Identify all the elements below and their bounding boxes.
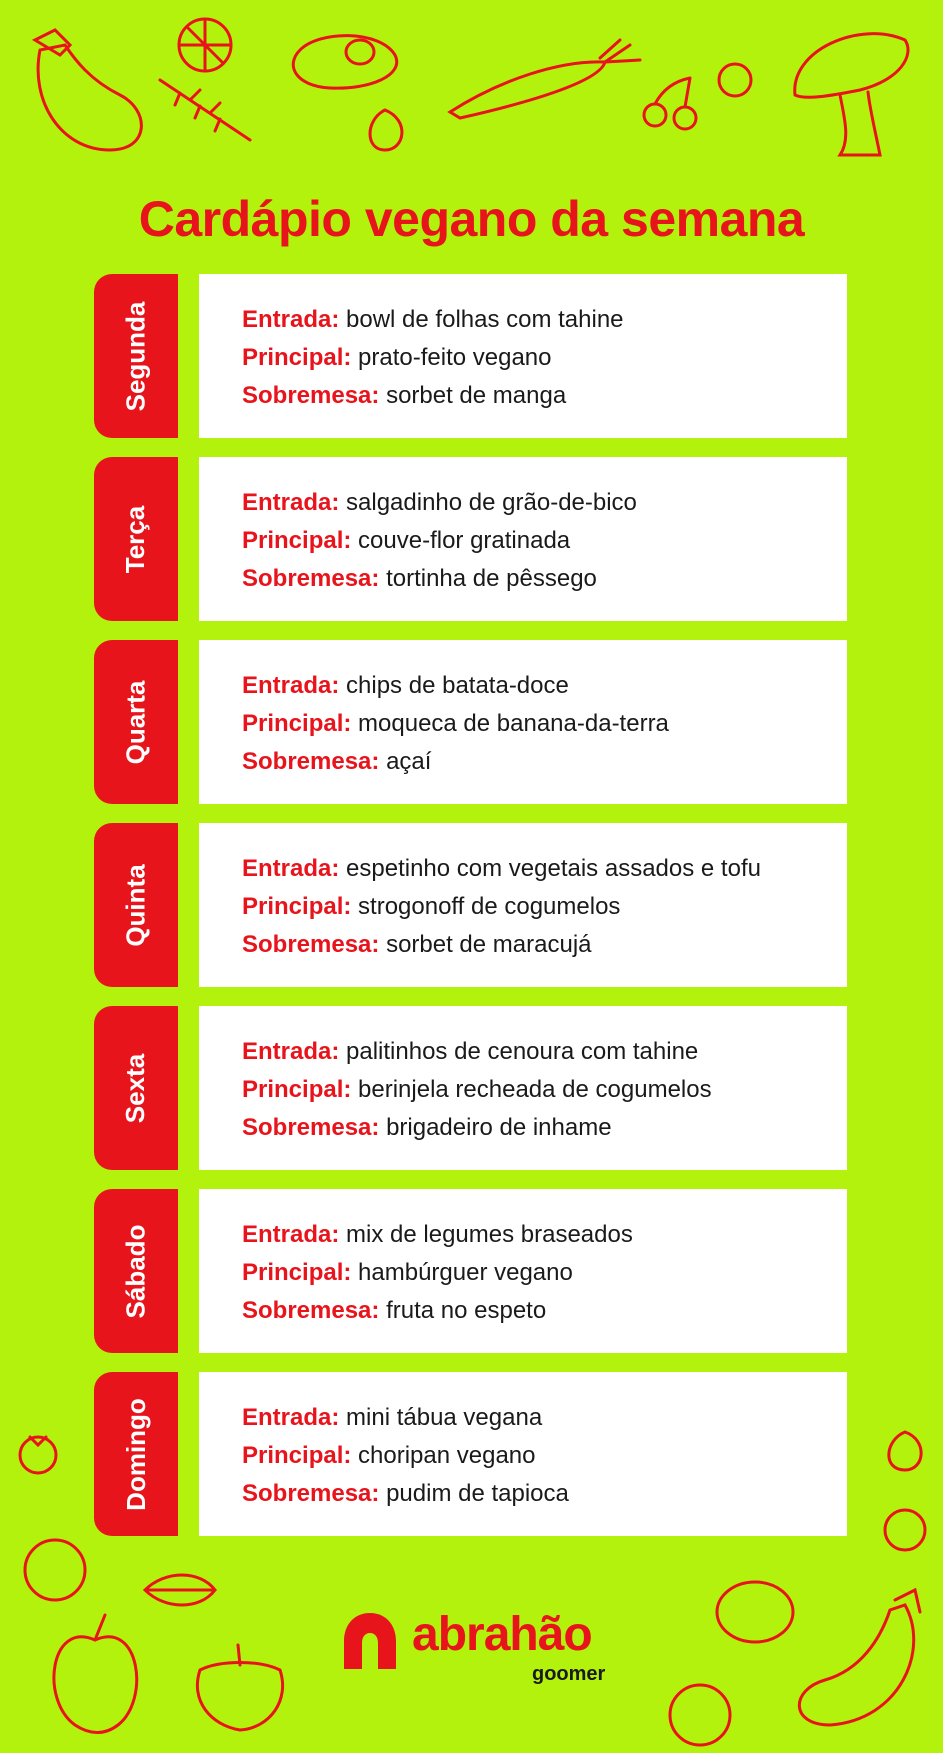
starter-label: Entrada: <box>242 1038 340 1065</box>
starter-line <box>242 667 847 705</box>
main-label: Principal: <box>242 344 352 371</box>
main-line <box>242 705 847 743</box>
dessert-line <box>242 1292 847 1330</box>
menu-card <box>199 1006 847 1170</box>
dessert-line <box>242 377 847 415</box>
main-line <box>242 1071 847 1109</box>
starter-line <box>242 1216 847 1254</box>
starter-value: espetinho com vegetais assados e tofu <box>346 855 761 882</box>
day-tab <box>94 1006 178 1170</box>
main-label: Principal: <box>242 1259 352 1286</box>
pepper-icon <box>197 1645 282 1730</box>
leaf-icon <box>145 1575 215 1605</box>
starter-label: Entrada: <box>242 489 340 516</box>
day-tab <box>94 274 178 438</box>
dessert-line <box>242 743 847 781</box>
day-tab <box>94 1189 178 1353</box>
dessert-label: Sobremesa: <box>242 382 380 409</box>
onion-icon <box>885 1432 925 1550</box>
eggplant-icon <box>35 30 141 150</box>
day-row-terca <box>94 457 847 621</box>
brand-logo <box>342 1607 622 1687</box>
main-label: Principal: <box>242 710 352 737</box>
dessert-label: Sobremesa: <box>242 1114 380 1141</box>
day-row-segunda <box>94 274 847 438</box>
starter-value: mini tábua vegana <box>346 1404 543 1431</box>
menu-card <box>199 823 847 987</box>
menu-card <box>199 1372 847 1536</box>
menu-card <box>199 1189 847 1353</box>
dessert-value: fruta no espeto <box>386 1297 547 1324</box>
starter-value: palitinhos de cenoura com tahine <box>346 1038 699 1065</box>
main-value: hambúrguer vegano <box>358 1259 573 1286</box>
eggplant-icon <box>799 1590 920 1725</box>
day-label: Segunda <box>120 301 151 411</box>
starter-line <box>242 850 847 888</box>
dessert-label: Sobremesa: <box>242 931 380 958</box>
starter-value: mix de legumes braseados <box>346 1221 633 1248</box>
page-title: Cardápio vegano da semana <box>138 191 805 247</box>
dessert-value: brigadeiro de inhame <box>386 1114 612 1141</box>
main-value: prato-feito vegano <box>358 344 552 371</box>
dessert-label: Sobremesa: <box>242 1297 380 1324</box>
dessert-label: Sobremesa: <box>242 1480 380 1507</box>
brand-mark-icon <box>342 1611 398 1671</box>
day-row-quarta <box>94 640 847 804</box>
herb-icon <box>160 80 250 140</box>
day-row-domingo <box>94 1372 847 1536</box>
main-value: strogonoff de cogumelos <box>358 893 621 920</box>
starter-label: Entrada: <box>242 306 340 333</box>
menu-card <box>199 457 847 621</box>
main-label: Principal: <box>242 893 352 920</box>
main-line <box>242 339 847 377</box>
day-tab <box>94 640 178 804</box>
mushroom-icon <box>795 34 908 155</box>
main-value: berinjela recheada de cogumelos <box>358 1076 712 1103</box>
cherries-icon <box>644 64 751 129</box>
carrot-icon <box>450 40 640 118</box>
starter-line <box>242 484 847 522</box>
onion-icon <box>370 110 402 150</box>
main-line <box>242 888 847 926</box>
day-tab <box>94 1372 178 1536</box>
dessert-value: pudim de tapioca <box>386 1480 569 1507</box>
dessert-line <box>242 560 847 598</box>
day-tab <box>94 823 178 987</box>
day-label: Sábado <box>120 1224 151 1318</box>
main-label: Principal: <box>242 527 352 554</box>
brand-sub: goomer <box>532 1663 606 1685</box>
main-value: moqueca de banana-da-terra <box>358 710 669 737</box>
day-label: Quarta <box>120 680 151 764</box>
main-value: choripan vegano <box>358 1442 536 1469</box>
main-label: Principal: <box>242 1076 352 1103</box>
starter-value: salgadinho de grão-de-bico <box>346 489 637 516</box>
apple-icon <box>54 1615 137 1733</box>
lemon-icon <box>25 1540 85 1600</box>
menu-card <box>199 640 847 804</box>
day-tab <box>94 457 178 621</box>
dessert-value: sorbet de maracujá <box>386 931 592 958</box>
tomato-icon <box>20 1437 56 1473</box>
main-line <box>242 522 847 560</box>
dessert-line <box>242 1109 847 1147</box>
starter-value: bowl de folhas com tahine <box>346 306 624 333</box>
dessert-label: Sobremesa: <box>242 748 380 775</box>
tomato-icon <box>670 1582 793 1745</box>
dessert-line <box>242 1475 847 1513</box>
day-label: Domingo <box>120 1397 151 1511</box>
starter-label: Entrada: <box>242 1404 340 1431</box>
starter-value: chips de batata-doce <box>346 672 569 699</box>
day-row-sabado <box>94 1189 847 1353</box>
dessert-line <box>242 926 847 964</box>
starter-label: Entrada: <box>242 672 340 699</box>
starter-label: Entrada: <box>242 855 340 882</box>
dessert-label: Sobremesa: <box>242 565 380 592</box>
dessert-value: sorbet de manga <box>386 382 567 409</box>
starter-line <box>242 301 847 339</box>
day-label: Quinta <box>120 863 151 947</box>
day-label: Terça <box>120 505 151 573</box>
menu-card <box>199 274 847 438</box>
dessert-value: tortinha de pêssego <box>386 565 597 592</box>
main-line <box>242 1437 847 1475</box>
lemon-icon <box>179 19 231 71</box>
day-label: Sexta <box>120 1053 151 1123</box>
main-label: Principal: <box>242 1442 352 1469</box>
day-row-quinta <box>94 823 847 987</box>
brand-name: abrahão <box>412 1608 592 1661</box>
avocado-icon <box>293 36 396 89</box>
main-value: couve-flor gratinada <box>358 527 571 554</box>
dessert-value: açaí <box>386 748 432 775</box>
main-line <box>242 1254 847 1292</box>
starter-label: Entrada: <box>242 1221 340 1248</box>
day-row-sexta <box>94 1006 847 1170</box>
starter-line <box>242 1033 847 1071</box>
starter-line <box>242 1399 847 1437</box>
